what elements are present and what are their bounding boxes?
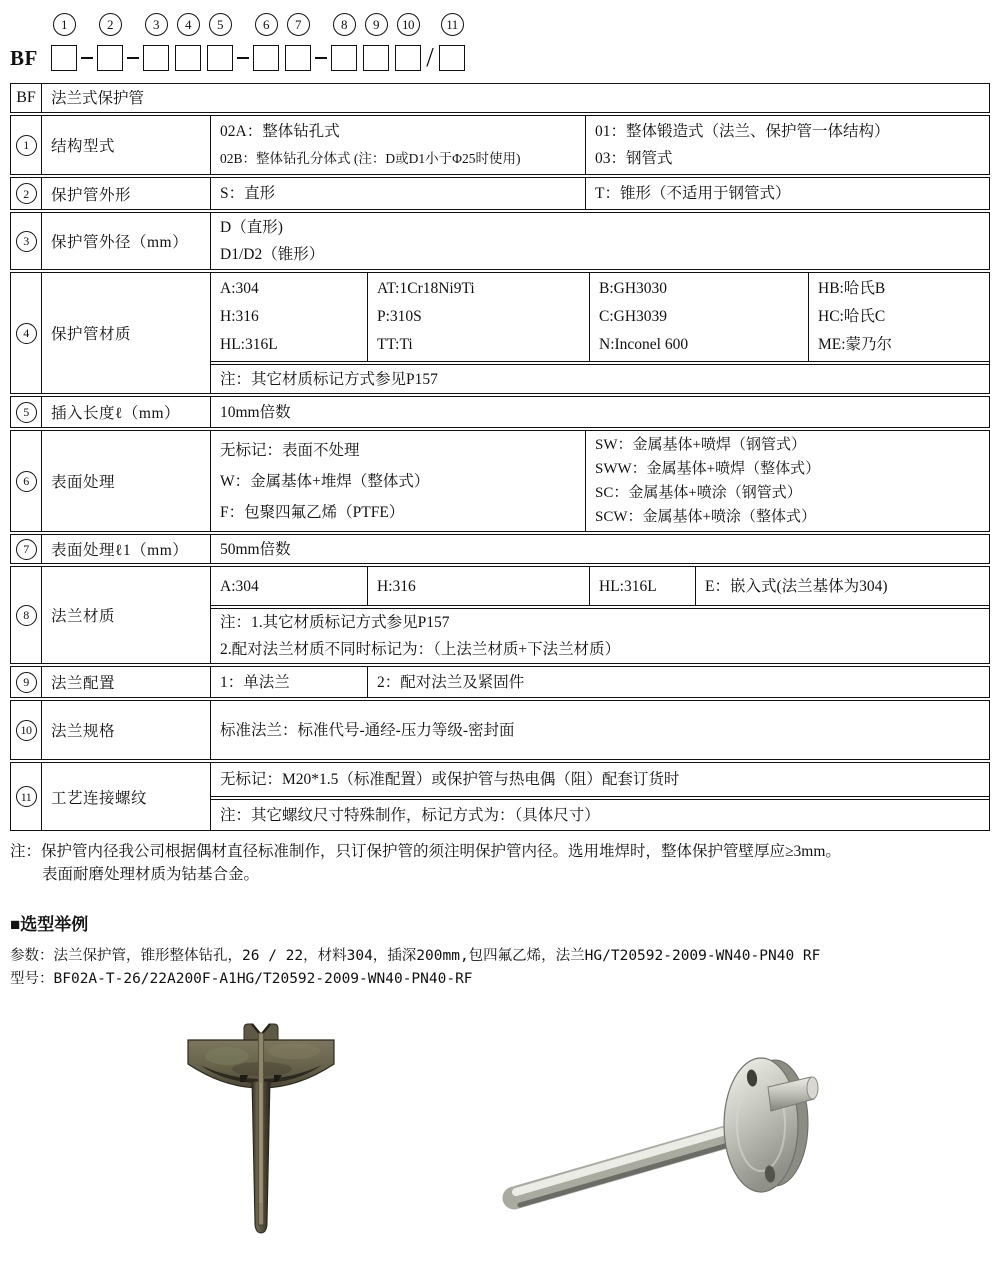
- code-box-11: [439, 45, 465, 71]
- code-box-9: [363, 45, 389, 71]
- code-box-8: [331, 45, 357, 71]
- option: W：金属基体+堆焊（整体式）: [220, 472, 430, 490]
- stainless-thermowell-photo: [462, 1043, 842, 1233]
- circled-digit-1: 1: [53, 13, 76, 36]
- table-row-1: [10, 115, 990, 175]
- footnote-line-2: 表面耐磨处理材质为钴基合金。: [42, 866, 260, 883]
- row-number: 1: [16, 135, 37, 156]
- option: HB:哈氏B: [818, 280, 886, 297]
- ordering-code-table: [10, 83, 990, 831]
- table-row-bf: [10, 83, 990, 113]
- row-label: 结构型式: [51, 138, 116, 155]
- flange-note: 注：1.其它材质标记方式参见P157: [220, 614, 450, 631]
- circled-digit-4: 4: [177, 13, 200, 36]
- table-row-10: [10, 700, 990, 760]
- option: SW：金属基体+喷焊（钢管式）: [595, 437, 806, 453]
- table-row-4: [10, 272, 990, 394]
- code-box-1: [51, 45, 77, 71]
- table-row-6: [10, 430, 990, 532]
- option: F：包聚四氟乙烯（PTFE）: [220, 503, 405, 521]
- option: TT:Ti: [377, 336, 413, 353]
- material-col-3: [590, 273, 809, 361]
- row-number: 11: [16, 786, 37, 807]
- option: AT:1Cr18Ni9Ti: [377, 280, 475, 297]
- option: 01：整体锻造式（法兰、保护管一体结构）: [595, 123, 890, 140]
- thermowell-cross-section-photo: [182, 1023, 342, 1241]
- footnote-line-1: 注：保护管内径我公司根据偶材直径标准制作，只订保护管的须注明保护管内径。选用堆焊时，整体保护管壁厚应≥3mm。: [10, 843, 841, 860]
- option: 02A：整体钻孔式: [220, 123, 340, 140]
- circled-digit-7: 7: [287, 13, 310, 36]
- option: D（直形): [220, 219, 283, 236]
- code-box-3: [143, 45, 169, 71]
- code-box-6: [253, 45, 279, 71]
- row-number: 4: [16, 323, 37, 344]
- row-label: 法兰式保护管: [51, 89, 145, 107]
- circled-digit-10: 10: [397, 13, 420, 36]
- section-title-selection-example: ■选型举例: [10, 915, 89, 934]
- option: 10mm倍数: [220, 403, 291, 421]
- table-row-3: [10, 212, 990, 270]
- option: 无标记：表面不处理: [220, 441, 360, 459]
- dash-separator: [127, 57, 139, 59]
- code-box-2: [97, 45, 123, 71]
- table-footnote: [10, 840, 990, 886]
- option: SC：金属基体+喷涂（钢管式）: [595, 485, 802, 501]
- code-boxes-row: [10, 41, 990, 75]
- option: SWW：金属基体+喷焊（整体式）: [595, 461, 821, 477]
- option: 无标记：M20*1.5（标准配置）或保护管与热电偶（阻）配套订货时: [220, 771, 680, 788]
- option: P:310S: [377, 308, 422, 325]
- circled-digit-2: 2: [99, 13, 122, 36]
- row-number: 8: [16, 605, 37, 626]
- option: A:304: [220, 577, 259, 595]
- option: 50mm倍数: [220, 540, 291, 558]
- row-label: 法兰材质: [51, 608, 116, 625]
- option: HL:316L: [599, 577, 657, 595]
- code-box-5: [207, 45, 233, 71]
- row-number: 10: [16, 720, 37, 741]
- selection-example: [10, 945, 990, 991]
- slash-separator: /: [426, 41, 434, 72]
- flange-note: 2.配对法兰材质不同时标记为：（上法兰材质+下法兰材质）: [220, 641, 621, 658]
- code-prefix: BF: [10, 45, 38, 70]
- table-row-9: [10, 666, 990, 698]
- option: 03：钢管式: [595, 150, 673, 167]
- option: S：直形: [220, 185, 276, 202]
- row-label: 法兰配置: [51, 675, 116, 692]
- option: A:304: [220, 280, 259, 297]
- option: 1：单法兰: [220, 673, 290, 691]
- option: T：锥形（不适用于钢管式）: [595, 185, 791, 202]
- material-note: 注：其它材质标记方式参见P157: [220, 370, 438, 388]
- option: SCW：金属基体+喷涂（整体式）: [595, 509, 816, 525]
- row-number: 2: [16, 183, 37, 204]
- structure-type-right: [586, 116, 989, 174]
- row-label: 保护管外形: [51, 186, 132, 204]
- table-row-2: [10, 177, 990, 210]
- table-row-7: [10, 534, 990, 564]
- row-label: 工艺连接螺纹: [51, 789, 148, 807]
- option: E：嵌入式(法兰基体为304): [705, 577, 888, 595]
- code-box-10: [395, 45, 421, 71]
- thread-note: 注：其它螺纹尺寸特殊制作，标记方式为：（具体尺寸）: [220, 806, 600, 824]
- row-label: 保护管外径（mm）: [51, 234, 189, 251]
- surface-treatment-right: [586, 431, 989, 531]
- structure-type-left: [211, 116, 586, 174]
- row-label: 表面处理: [51, 474, 116, 491]
- row-label: 插入长度ℓ（mm）: [51, 405, 181, 422]
- code-box-7: [285, 45, 311, 71]
- circled-digit-6: 6: [255, 13, 278, 36]
- material-col-1: [211, 273, 368, 361]
- option: 02B：整体钻孔分体式 (注：D或D1小于Φ25时使用): [220, 151, 521, 166]
- row-number: 6: [16, 471, 37, 492]
- circled-digit-5: 5: [209, 13, 232, 36]
- circled-digit-11: 11: [441, 13, 464, 36]
- option: 2：配对法兰及紧固件: [377, 673, 525, 691]
- circled-digit-9: 9: [365, 13, 388, 36]
- material-col-4: [809, 273, 989, 361]
- option: H:316: [377, 577, 416, 595]
- row-code: BF: [11, 84, 42, 112]
- dash-separator: [81, 57, 93, 59]
- row-label: 表面处理ℓ1（mm）: [51, 542, 189, 559]
- dash-separator: [315, 57, 327, 59]
- surface-treatment-left: [211, 431, 586, 531]
- circled-digit-8: 8: [333, 13, 356, 36]
- option: HC:哈氏C: [818, 308, 886, 325]
- option: N:Inconel 600: [599, 336, 689, 353]
- code-box-4: [175, 45, 201, 71]
- row-number: 5: [16, 402, 37, 423]
- row-number: 7: [16, 539, 37, 560]
- table-row-8: [10, 566, 990, 664]
- option: HL:316L: [220, 336, 278, 353]
- row-number: 9: [16, 672, 37, 693]
- example-model-line: 型号：BF02A-T-26/22A200F-A1HG/T20592-2009-WN40-PN40-RF: [10, 971, 473, 987]
- option: D1/D2（锥形）: [220, 246, 325, 263]
- material-col-2: [368, 273, 590, 361]
- row-label: 保护管材质: [51, 326, 132, 343]
- row-label: 法兰规格: [51, 723, 116, 740]
- code-digits-row: [10, 8, 990, 40]
- product-photos: [10, 1015, 990, 1270]
- example-parameters-line: 参数：法兰保护管，锥形整体钻孔，26 / 22，材料304，插深200mm,包四氟乙烯，法兰HG/T20592-2009-WN40-PN40 RF: [10, 948, 821, 964]
- option: H:316: [220, 308, 259, 325]
- table-row-5: [10, 396, 990, 428]
- option: ME:蒙乃尔: [818, 336, 893, 353]
- row-number: 3: [16, 231, 37, 252]
- ordering-code-header: [10, 8, 990, 75]
- option: 标准法兰：标准代号-通经-压力等级-密封面: [220, 721, 515, 739]
- circled-digit-3: 3: [145, 13, 168, 36]
- dash-separator: [237, 57, 249, 59]
- option: B:GH3030: [599, 280, 668, 297]
- table-row-11: [10, 762, 990, 831]
- option: C:GH3039: [599, 308, 668, 325]
